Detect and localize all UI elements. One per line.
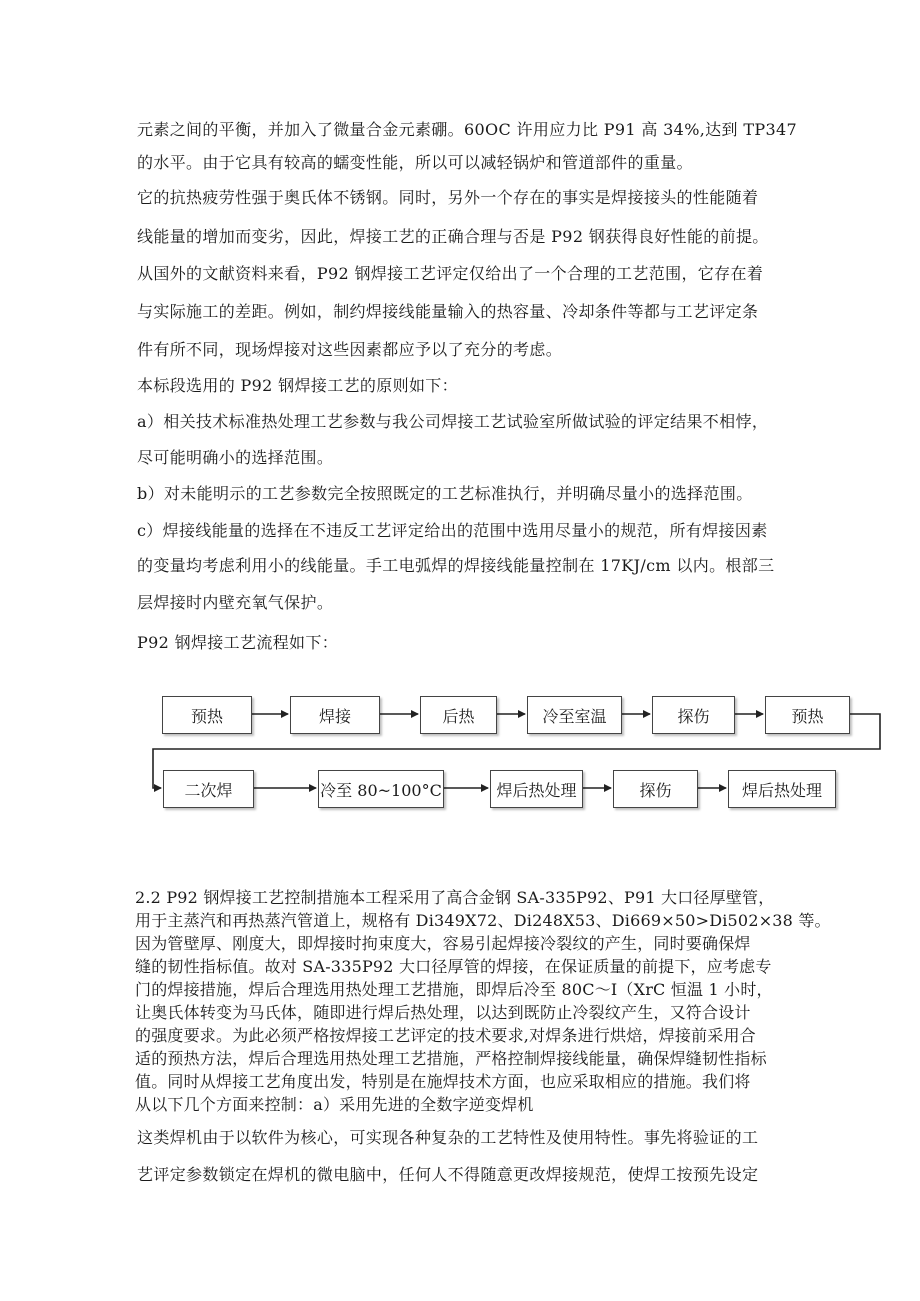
section-line-5: 门的焊接措施，焊后合理选用热处理工艺措施，即焊后冷至 80C～I（XrC 恒温 1 小时，	[135, 980, 773, 999]
flow-step-preheat: 预热	[162, 696, 252, 734]
flow-step-cool-room-temp: 冷至室温	[527, 696, 622, 734]
flow-step-pwht-2: 焊后热处理	[728, 770, 836, 808]
section-line-7: 的强度要求。为此必须严格按焊接工艺评定的技术要求,对焊条进行烘焙，焊接前采用合	[135, 1026, 756, 1045]
principles-intro: 本标段选用的 P92 钢焊接工艺的原则如下：	[137, 376, 458, 395]
section-line-8: 适的预热方法，焊后合理选用热处理工艺措施，严格控制焊接线能量，确保焊缝韧性指标	[135, 1049, 767, 1068]
item-c-line-1: c）焊接线能量的选择在不违反工艺评定给出的范围中选用尽量小的规范，所有焊接因素	[137, 521, 768, 540]
item-a-line-1: a）相关技术标准热处理工艺参数与我公司焊接工艺试验室所做试验的评定结果不相悖，	[137, 412, 769, 431]
flow-step-weld: 焊接	[290, 696, 380, 734]
flow-step-postheat: 后热	[420, 696, 497, 734]
section-line-4: 缝的韧性指标值。故对 SA-335P92 大口径厚管的焊接，在保证质量的前提下，应考虑专	[135, 957, 772, 976]
para3-line-3: 件有所不同，现场焊接对这些因素都应予以了充分的考虑。	[137, 340, 563, 359]
flow-step-inspect: 探伤	[652, 696, 735, 734]
section-line-3: 因为管壁厚、刚度大，即焊接时拘束度大，容易引起焊接冷裂纹的产生，同时要确保焊	[135, 934, 751, 953]
para-last-line-1: 这类焊机由于以软件为核心，可实现各种复杂的工艺特性及使用特性。事先将验证的工	[137, 1128, 759, 1147]
para-last-line-2: 艺评定参数锁定在焊机的微电脑中，任何人不得随意更改焊接规范，使焊工按预先设定	[137, 1165, 759, 1184]
item-b: b）对未能明示的工艺参数完全按照既定的工艺标准执行，并明确尽量小的选择范围。	[137, 484, 753, 503]
para3-line-2: 与实际施工的差距。例如，制约焊接线能量输入的热容量、冷却条件等都与工艺评定条	[137, 302, 759, 321]
para2-line-1: 它的抗热疲劳性强于奥氏体不锈钢。同时，另外一个存在的事实是焊接接头的性能随着	[137, 188, 759, 207]
section-line-10: 从以下几个方面来控制：a）采用先进的全数字逆变焊机	[135, 1095, 534, 1114]
flow-step-second-weld: 二次焊	[163, 770, 254, 808]
para1-line-2: 的水平。由于它具有较高的蠕变性能，所以可以减轻锅炉和管道部件的重量。	[137, 153, 693, 172]
para1-line-1: 元素之间的平衡，并加入了微量合金元素硼。60OC 许用应力比 P91 高 34%,达到 TP347	[137, 120, 798, 139]
flow-step-inspect-2: 探伤	[613, 770, 698, 808]
flow-step-cool-80-100: 冷至 80~100°C	[318, 770, 444, 808]
para3-line-1: 从国外的文献资料来看，P92 钢焊接工艺评定仅给出了一个合理的工艺范围，它存在着	[137, 264, 764, 283]
item-c-line-3: 层焊接时内壁充氧气保护。	[137, 593, 334, 612]
section-line-2: 用于主蒸汽和再热蒸汽管道上，规格有 Di349X72、Di248X53、Di669×50>Di502×38 等。	[135, 911, 831, 930]
section-line-6: 让奥氏体转变为马氏体，随即进行焊后热处理，以达到既防止冷裂纹产生，又符合设计	[135, 1003, 751, 1022]
flow-step-preheat-2: 预热	[765, 696, 850, 734]
item-a-line-2: 尽可能明确小的选择范围。	[137, 448, 334, 467]
para2-line-2: 线能量的增加而变劣，因此，焊接工艺的正确合理与否是 P92 钢获得良好性能的前提。	[137, 227, 769, 246]
flow-step-pwht: 焊后热处理	[490, 770, 583, 808]
section-line-1: 2.2 P92 钢焊接工艺控制措施本工程采用了高合金钢 SA-335P92、P91 大口径厚壁管，	[135, 888, 775, 907]
section-line-9: 值。同时从焊接工艺角度出发，特别是在施焊技术方面，也应采取相应的措施。我们将	[135, 1072, 751, 1091]
item-c-line-2: 的变量均考虑利用小的线能量。手工电弧焊的焊接线能量控制在 17KJ∕cm 以内。根部三	[137, 556, 775, 575]
flow-intro: P92 钢焊接工艺流程如下：	[137, 633, 339, 652]
